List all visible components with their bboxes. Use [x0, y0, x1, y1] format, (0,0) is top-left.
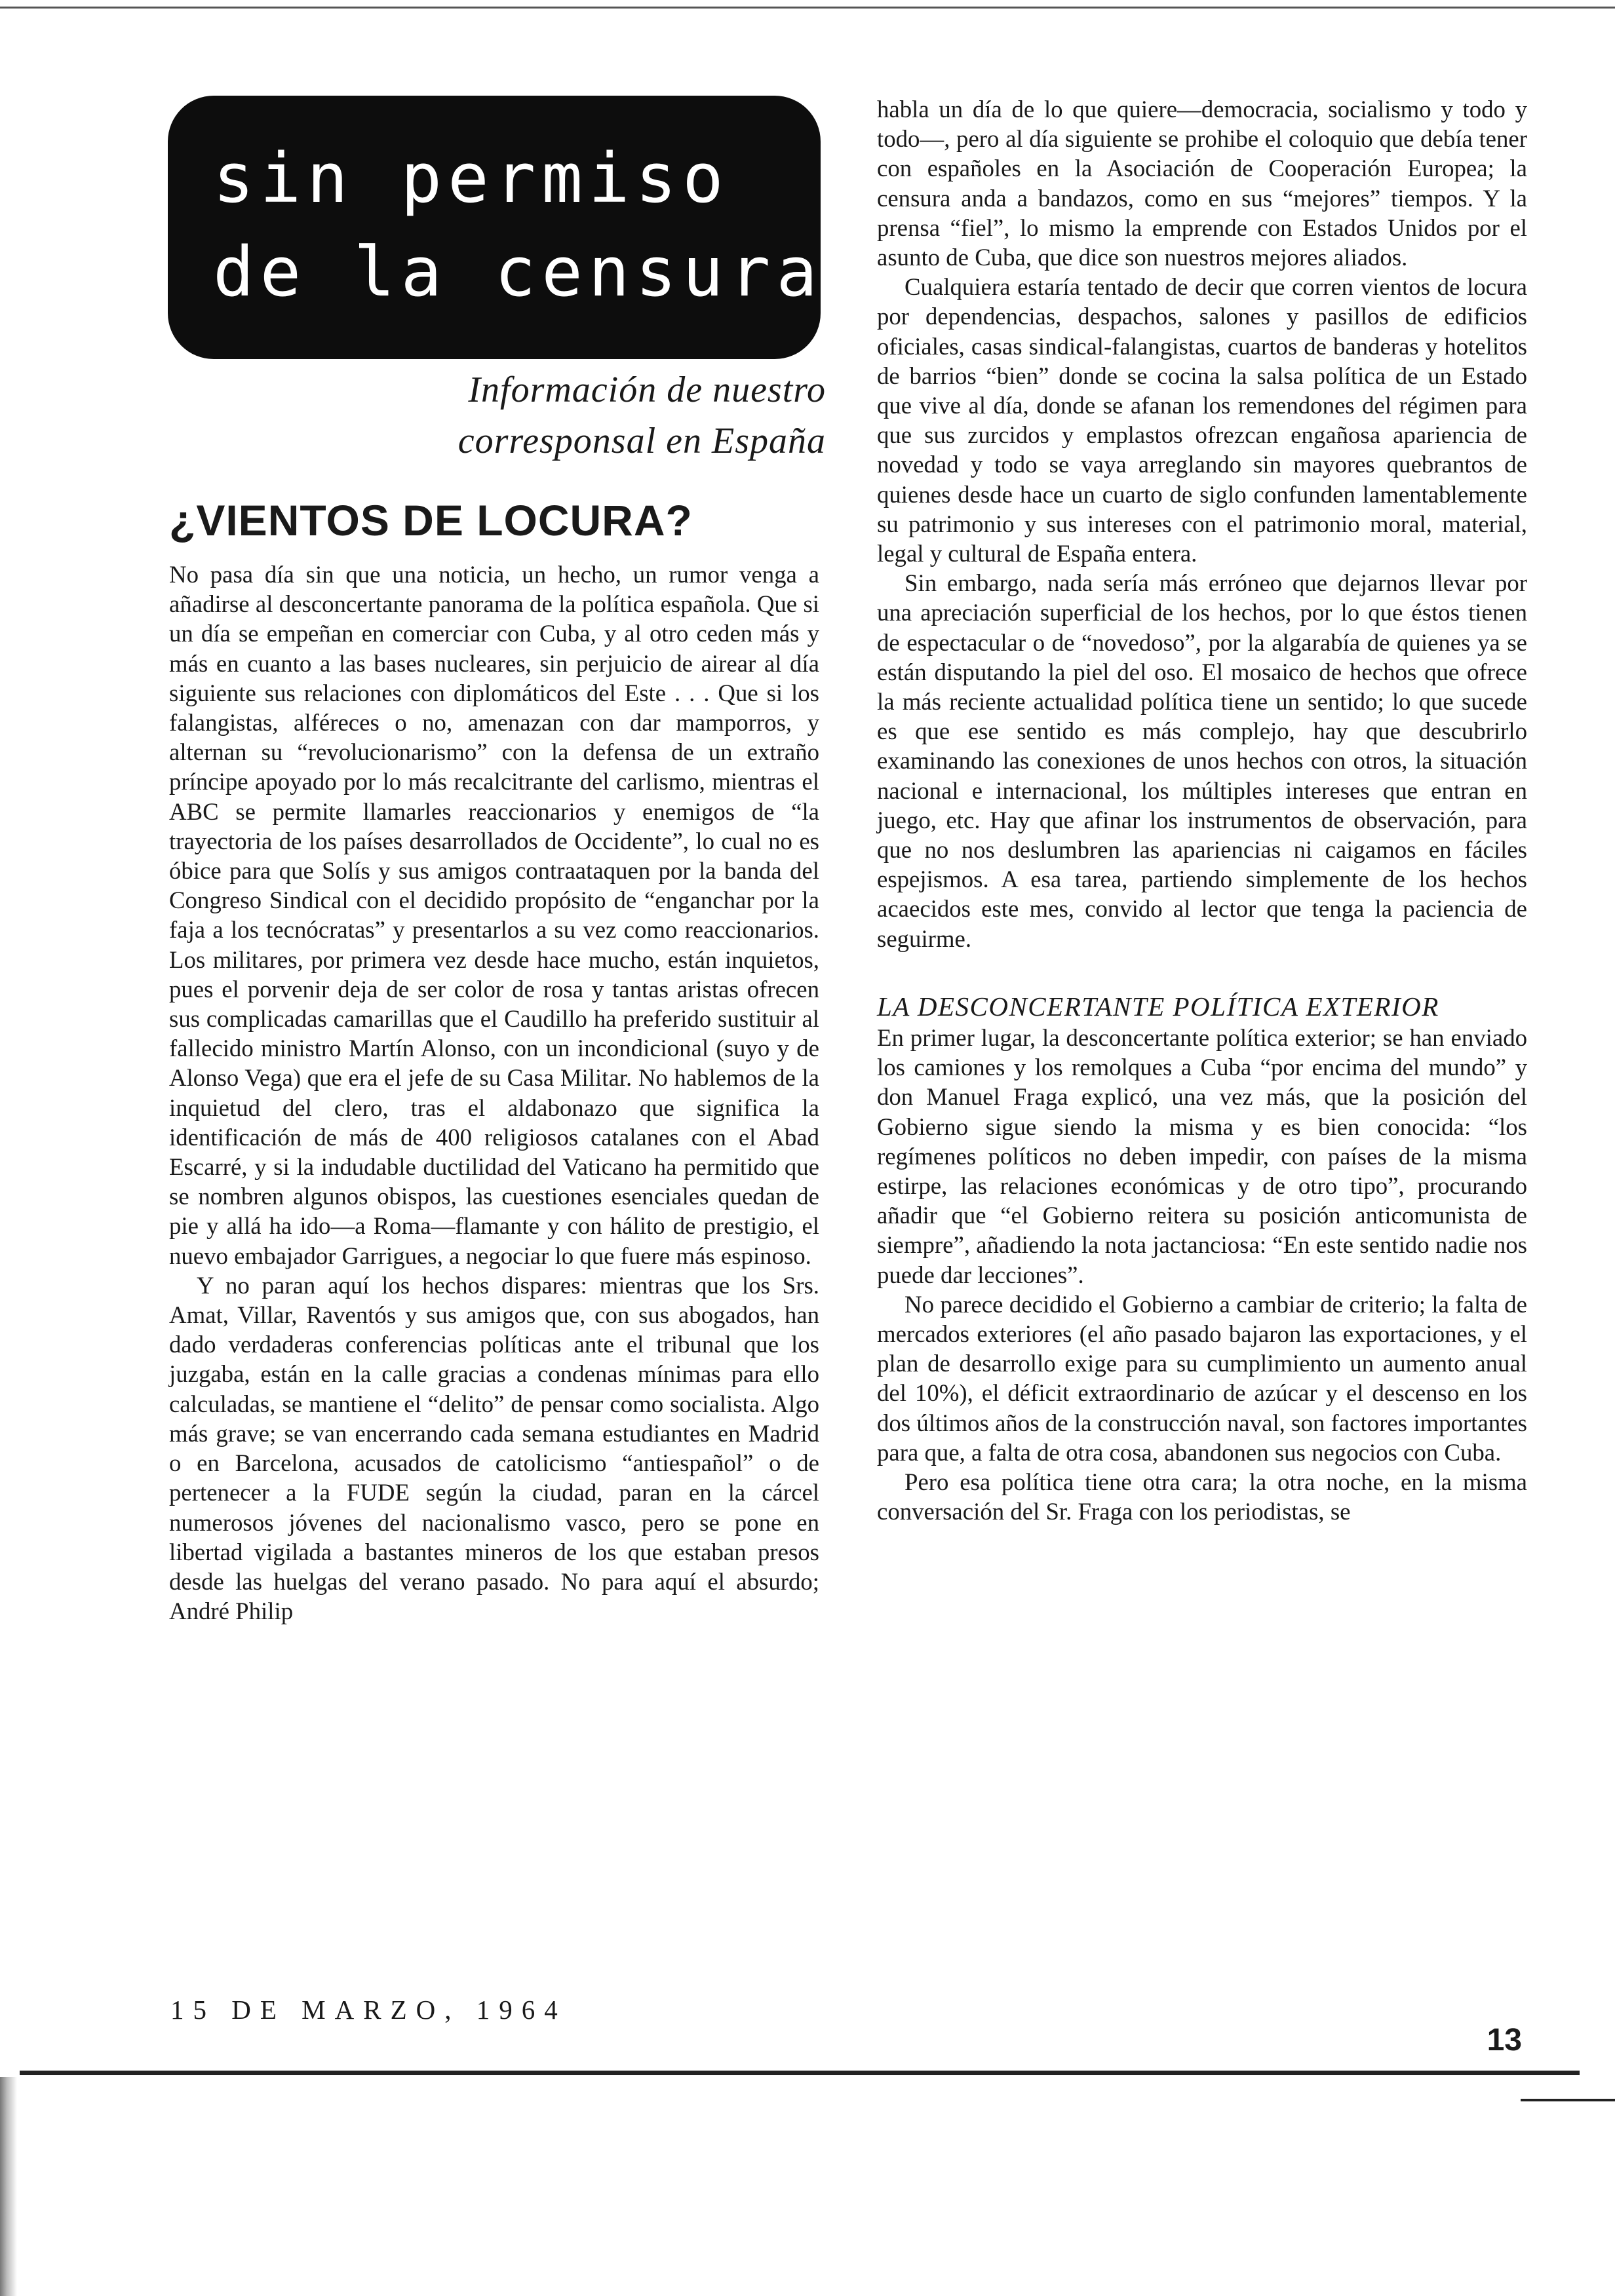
paragraph: En primer lugar, la desconcertante política exterior; se han enviado los camiones y los remolques a Cuba “por encima del mundo” y don Manuel Fraga explicó, una vez más, que la posición del Gobierno sigue siendo la misma y es bien conocida: “los regímenes políticos no deben impedir, con países de la misma estirpe, las relaciones económicas y de otro tipo”, procurando añadir que “el Gobierno reitera su posición anticomunista de siempre”, añadiendo la nota jactanciosa: “En este sentido nadie nos puede dar lecciones”.: [877, 1024, 1527, 1288]
byline: [419, 364, 826, 467]
section-heading: LA DESCONCERTANTE POLÍTICA EXTERIOR: [877, 991, 1439, 1022]
page-number: 13: [1487, 2023, 1522, 2057]
page-title-line-2: de la censura: [213, 232, 823, 312]
paragraph: Y no paran aquí los hechos dispares: mientras que los Srs. Amat, Villar, Raventós y sus amigos que, con sus abogados, han dado verdaderas conferencias políticas ante el tribunal que los juzgaba, están en la calle gracias a condenas mínimas para ello calculadas, se mantiene el “delito” de pensar como socialista. Algo más grave; se van encerrando cada semana estudiantes en Madrid o en Barcelona, acusados de catolicismo “antiespañol” o de pertenecer a la FUDE según la ciudad, paran en la cárcel numerosos jóvenes del nacionalismo vasco, pero se pone en libertad vigilada a bastantes mineros de los que estaban presos desde las huelgas del verano pasado. No para aquí el absurdo; André Philip: [169, 1271, 819, 1625]
issue-date: 15 DE MARZO, 1964: [170, 1995, 567, 2025]
paragraph: No pasa día sin que una noticia, un hecho, un rumor venga a añadirse al desconcertante panorama de la política española. Que si un día se empeñan en comerciar con Cuba, y al otro ceden más y más en cuanto a las bases nucleares, sin perjuicio de airear al día siguiente sus relaciones con diplomáticos del Este . . . Que si los falangistas, alféreces o no, amenazan con dar mamporros, y alternan su “revolucionarismo” con la defensa de un extraño príncipe apoyado por lo más recalcitrante del carlismo, mientras el ABC se permite llamarles reaccionarios y enemigos de “la trayectoria de los países desarrollados de Occidente”, lo cual no es óbice para que Solís y sus amigos contraataquen por la banda del Congreso Sindical con el decidido propósito de “enganchar por la faja a los tecnócratas” y presentarlos a su vez como reaccionarios. Los militares, por primera vez desde hace mucho, están inquietos, pues el porvenir deja de ser color de rosa y tantas aristas ofrecen sus complicadas camarillas que el Caudillo ha preferido sustituir al fallecido ministro Martín Alonso, con un incondicional (suyo y de Alonso Vega) que era el jefe de su Casa Militar. No hablemos de la inquietud del clero, tras el aldabonazo que significa la identificación de más de 400 religiosos catalanes con el Abad Escarré, y si la indudable ductilidad del Vaticano ha permitido que se nombren algunos obispos, las cuestiones esenciales quedan de pie y allá ha ido—a Roma—flamante y con hálito de prestigio, el nuevo embajador Garrigues, a negociar lo que fuere más espinoso.: [169, 561, 819, 1269]
title-banner: [168, 96, 821, 359]
paragraph: Cualquiera estaría tentado de decir que corren vientos de locura por dependencias, despachos, salones y pasillos de edificios oficiales, casas sindical-falangistas, cuartos de banderas y hotelitos de barrios “bien” donde se cocina la salsa política de un Estado que vive al día, donde se afanan los remendones del régimen para que sus zurcidos y emplastos ofrezcan engañosa apariencia de novedad y todo se vaya arreglando sin mayores quebrantos de quienes desde hace un cuarto de siglo confunden lamentablemente su patrimonio y sus intereses con el patrimonio moral, material, legal y cultural de España entera.: [877, 273, 1527, 567]
bottom-rule-tail: [1521, 2099, 1615, 2101]
top-rule: [0, 7, 1615, 9]
paragraph: No parece decidido el Gobierno a cambiar de criterio; la falta de mercados exteriores (el año pasado bajaron las exportaciones, y el plan de desarrollo exige para su cumplimiento un aumento anual del 10%), el déficit extraordinario de azúcar y el descenso en los dos últimos años de la construcción naval, son factores importantes para que, a falta de otra cosa, abandonen sus negocios con Cuba.: [877, 1290, 1527, 1466]
article-heading: ¿VIENTOS DE LOCURA?: [169, 496, 693, 545]
byline-line-1: Información de nuestro: [468, 370, 826, 410]
paragraph: habla un día de lo que quiere—democracia, socialismo y todo y todo—, pero al día siguiente se prohibe el coloquio que debía tener con españoles en la Asociación de Cooperación Europea; la censura anda a bandazos, como en sus “mejores” tiempos. Y la prensa “fiel”, lo mismo la emprende con Estados Unidos por el asunto de Cuba, que dice son nuestros mejores aliados.: [877, 96, 1527, 271]
paragraph: Sin embargo, nada sería más erróneo que dejarnos llevar por una apreciación superficial de los hechos, por lo que éstos tienen de espectacular o de “novedoso”, por la algarabía de quienes ya se están disputando la piel del oso. El mosaico de hechos que ofrece la más reciente actualidad política tiene un sentido; lo que sucede es que ese sentido es más complejo, hay que descubrirlo examinando las conexiones de unos hechos con otros, la situación nacional e internacional, los múltiples intereses que entran en juego, etc. Hay que afinar los instrumentos de observación, para que no nos deslumbren las apariencias ni caigamos en fáciles espejismos. A esa tarea, partiendo simplemente de los hechos acaecidos este mes, convido al lector que tenga la paciencia de seguirme.: [877, 569, 1527, 952]
page-title-line-1: sin permiso: [213, 138, 730, 218]
scan-edge-shadow: [0, 2077, 17, 2296]
right-column: [877, 94, 1527, 1526]
spacer: [877, 953, 1527, 990]
left-column: [169, 560, 819, 1626]
bottom-rule: [20, 2071, 1580, 2075]
paragraph: Pero esa política tiene otra cara; la otra noche, en la misma conversación del Sr. Fraga con los periodistas, se: [877, 1468, 1527, 1525]
byline-line-2: corresponsal en España: [457, 421, 826, 461]
